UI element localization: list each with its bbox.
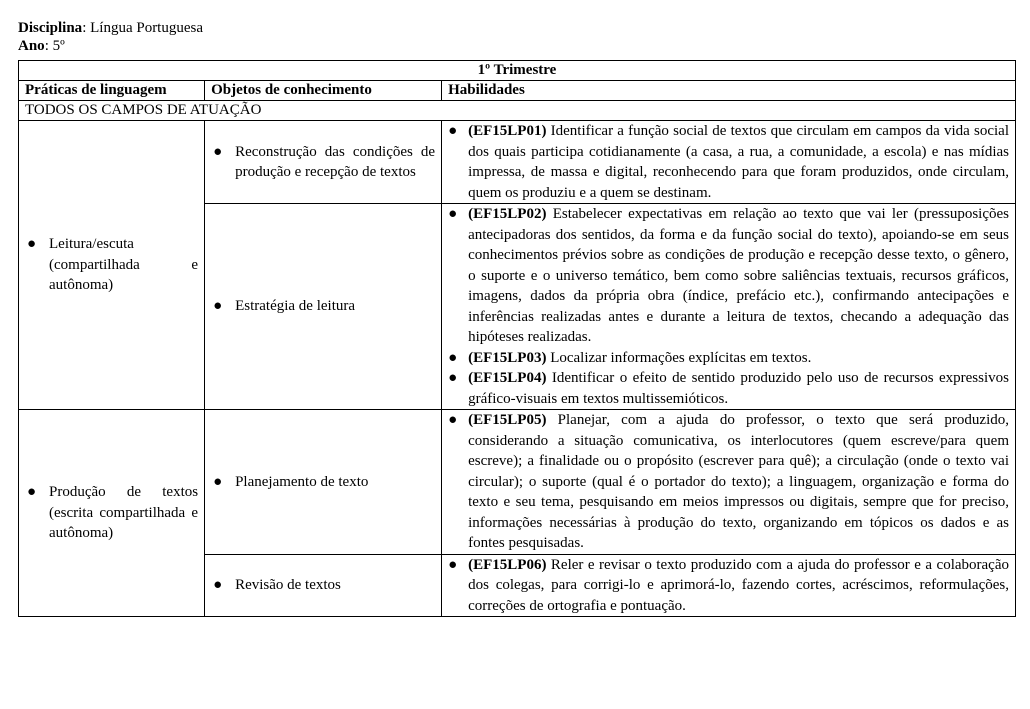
habilidades-cell bbox=[442, 121, 1016, 204]
bullet-icon: ● bbox=[448, 412, 458, 428]
habilidades-cell bbox=[442, 410, 1016, 555]
period-header: 1º Trimestre bbox=[19, 61, 1016, 81]
bullet-icon: ● bbox=[448, 370, 458, 386]
habilidade-item bbox=[448, 121, 1009, 203]
disciplina-line: Disciplina: Língua Portuguesa bbox=[18, 20, 204, 36]
bullet-icon: ● bbox=[213, 577, 223, 593]
objeto-cell bbox=[205, 121, 442, 204]
bullet-icon: ● bbox=[213, 143, 223, 160]
objeto-text: Revisão de textos bbox=[235, 577, 341, 593]
objeto-cell bbox=[205, 554, 442, 617]
habilidade-text: Identificar a função social de textos que circulam em campos da vida social dos quais participa cotidianamente (a casa, a rua, a comunidade, a escola) e nas mídias impressa, de massa e digital, reconhecendo para que foram produzidos, onde circulam, quem os produziu e a quem se destinam. bbox=[468, 123, 1009, 201]
objeto-text: Estratégia de leitura bbox=[235, 298, 356, 315]
pratica-cell bbox=[19, 410, 205, 617]
pratica-text: Leitura/escuta (compartilhada e autônoma) bbox=[49, 236, 199, 294]
objeto-text: Planejamento de texto bbox=[235, 473, 369, 490]
habilidade-text: Reler e revisar o texto produzido com a ajuda do professor e a colaboração dos colegas, para corrigi-lo e aprimorá-lo, fazendo cortes, acréscimos, reformulações, correções de ortografia e pontuação. bbox=[468, 556, 1009, 614]
habilidade-code: (EF15LP03) bbox=[468, 349, 547, 366]
habilidades-cell bbox=[442, 204, 1016, 410]
column-header-habilidades: Habilidades bbox=[442, 81, 1016, 101]
bullet-icon: ● bbox=[448, 206, 458, 222]
habilidade-item bbox=[448, 368, 1009, 409]
curriculum-table bbox=[18, 60, 1016, 617]
bullet-icon: ● bbox=[213, 473, 223, 490]
bullet-icon: ● bbox=[27, 484, 37, 501]
objeto-text: Reconstrução das condições de produção e recepção de textos bbox=[235, 143, 436, 180]
disciplina-value: Língua Portuguesa bbox=[90, 20, 204, 36]
pratica-cell bbox=[19, 121, 205, 410]
habilidade-code: (EF15LP04) bbox=[468, 370, 547, 386]
ano-value: 5º bbox=[52, 38, 65, 54]
column-header-objetos: Objetos de conhecimento bbox=[205, 81, 442, 101]
disciplina-label: Disciplina bbox=[18, 20, 83, 36]
bullet-icon: ● bbox=[448, 349, 458, 366]
pratica-text: Produção de textos (escrita compartilhada e autônoma) bbox=[49, 484, 199, 542]
habilidade-code: (EF15LP05) bbox=[468, 412, 547, 428]
habilidade-code: (EF15LP02) bbox=[468, 206, 547, 222]
habilidade-text: Identificar o efeito de sentido produzido pelo uso de recursos expressivos gráfico-visuais em textos multissemióticos. bbox=[468, 370, 1009, 407]
habilidade-code: (EF15LP06) bbox=[468, 556, 547, 573]
habilidade-item bbox=[448, 204, 1009, 348]
habilidades-cell bbox=[442, 554, 1016, 617]
bullet-icon: ● bbox=[448, 123, 458, 139]
habilidade-item bbox=[448, 348, 1009, 369]
table-row bbox=[19, 121, 1016, 204]
habilidade-code: (EF15LP01) bbox=[468, 123, 547, 139]
habilidade-text: Estabelecer expectativas em relação ao texto que vai ler (pressuposições antecipadoras dos sentidos, da forma e da função social do texto), apoiando-se em seus conhecimentos prévios sobre as condições de produção e recepção desse texto, o gênero, o suporte e o universo temático, bem como sobre saliências textuais, recursos gráficos, imagens, dados da própria obra (índice, prefácio etc.), confirmando antecipações e inferências realizadas antes e durante a leitura de textos, checando a adequação das hipóteses realizadas. bbox=[468, 206, 1009, 345]
bullet-icon: ● bbox=[213, 298, 223, 315]
ano-label: Ano bbox=[18, 38, 45, 54]
habilidade-item bbox=[448, 555, 1009, 617]
objeto-cell bbox=[205, 410, 442, 555]
ano-line: Ano: 5º bbox=[18, 38, 65, 54]
bullet-icon: ● bbox=[448, 556, 458, 573]
column-header-praticas: Práticas de linguagem bbox=[19, 81, 205, 101]
habilidade-item bbox=[448, 410, 1009, 554]
habilidade-text: Planejar, com a ajuda do professor, o texto que será produzido, considerando a situação comunicativa, os interlocutores (quem escreve/para quem escreve); a finalidade ou o propósito (escrever para quê); a circulação (onde o texto vai circular); o suporte (qual é o portador do texto); a linguagem, organização e forma do texto e seu tema, pesquisando em meios impressos ou digitais, sempre que for preciso, informações necessárias à produção do texto, organizando em tópicos os dados e as fontes pesquisadas. bbox=[468, 412, 1009, 551]
campo-row: TODOS OS CAMPOS DE ATUAÇÃO bbox=[19, 101, 1016, 121]
objeto-cell bbox=[205, 204, 442, 410]
bullet-icon: ● bbox=[27, 236, 37, 253]
habilidade-text: Localizar informações explícitas em textos. bbox=[546, 349, 812, 366]
table-row bbox=[19, 410, 1016, 555]
